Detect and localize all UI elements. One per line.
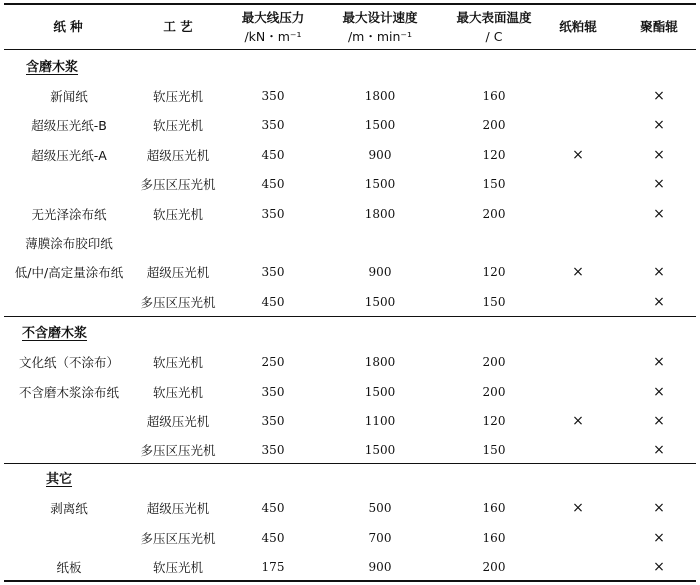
design-speed: 700 [368,531,392,545]
poly-roll-mark: × [653,264,665,280]
process-name: 多压区压光机 [140,177,216,192]
poly-roll-mark: × [653,384,665,400]
line-pressure: 450 [261,531,285,545]
poly-roll-mark: × [653,294,665,310]
surface-temp: 200 [482,385,506,399]
line-pressure: 350 [261,89,285,103]
paper-roll-mark: × [572,500,584,516]
process-name: 多压区压光机 [140,443,216,458]
poly-roll-mark: × [653,206,665,222]
poly-roll-mark: × [653,500,665,516]
design-speed: 1500 [364,177,396,191]
line-pressure: 350 [261,385,285,399]
design-speed: 1800 [364,89,396,103]
paper-name: 薄膜涂布胶印纸 [25,236,113,251]
section-title: 不含磨木浆 [22,326,88,341]
paper-name: 超级压光纸-A [31,148,107,163]
paper-name: 低/中/高定量涂布纸 [14,265,124,280]
design-speed: 1800 [364,207,396,221]
line-pressure: 350 [261,207,285,221]
process-name: 软压光机 [152,560,203,575]
process-name: 超级压光机 [146,265,210,280]
paper-name: 新闻纸 [50,89,88,104]
paper-roll-mark: × [572,264,584,280]
header-poly-roll: 聚酯辊 [640,19,678,34]
poly-roll-mark: × [653,176,665,192]
surface-temp: 200 [482,355,506,369]
line-pressure: 450 [261,501,285,515]
paper-name: 不含磨木浆涂布纸 [18,385,119,400]
paper-name: 无光泽涂布纸 [31,207,107,222]
surface-temp: 200 [482,560,506,574]
process-name: 多压区压光机 [140,295,216,310]
line-pressure: 350 [261,118,285,132]
header-max-speed-unit: /m・min⁻¹ [347,29,413,44]
paper-name: 超级压光纸-B [31,118,107,133]
paper-name: 纸板 [56,560,82,575]
process-name: 软压光机 [152,355,203,370]
line-pressure: 250 [261,355,285,369]
poly-roll-mark: × [653,117,665,133]
process-name: 多压区压光机 [140,531,216,546]
header-max-line-pressure: 最大线压力 [241,10,305,25]
process-name: 超级压光机 [146,501,210,516]
design-speed: 1500 [364,118,396,132]
line-pressure: 175 [261,560,285,574]
process-name: 软压光机 [152,207,203,222]
header-process: 工 艺 [163,19,193,34]
design-speed: 900 [368,560,392,574]
paper-name: 剥离纸 [50,501,88,516]
surface-temp: 120 [482,265,506,279]
surface-temp: 120 [482,414,506,428]
header-rule [4,49,696,50]
paper-roll-mark: × [572,147,584,163]
surface-temp: 120 [482,148,506,162]
poly-roll-mark: × [653,147,665,163]
section-rule-3 [4,463,696,464]
design-speed: 900 [368,148,392,162]
line-pressure: 450 [261,177,285,191]
header-paper-roll: 纸粕辊 [559,19,597,34]
design-speed: 900 [368,265,392,279]
surface-temp: 200 [482,207,506,221]
surface-temp: 150 [482,443,506,457]
header-max-line-pressure-unit: /kN・m⁻¹ [244,29,302,44]
header-max-temp-unit: / C [485,29,503,44]
bottom-rule [4,580,696,582]
surface-temp: 200 [482,118,506,132]
poly-roll-mark: × [653,530,665,546]
surface-temp: 150 [482,177,506,191]
poly-roll-mark: × [653,559,665,575]
line-pressure: 350 [261,265,285,279]
poly-roll-mark: × [653,413,665,429]
section-title: 含磨木浆 [26,60,79,75]
process-name: 软压光机 [152,118,203,133]
design-speed: 500 [368,501,392,515]
paper-name: 文化纸（不涂布） [18,355,119,370]
poly-roll-mark: × [653,354,665,370]
surface-temp: 160 [482,89,506,103]
line-pressure: 350 [261,414,285,428]
design-speed: 1800 [364,355,396,369]
process-name: 超级压光机 [146,148,210,163]
design-speed: 1500 [364,443,396,457]
design-speed: 1500 [364,385,396,399]
header-max-speed: 最大设计速度 [342,10,418,25]
header-max-temp: 最大表面温度 [456,10,532,25]
surface-temp: 150 [482,295,506,309]
process-name: 超级压光机 [146,414,210,429]
design-speed: 1100 [364,414,396,428]
section-rule-2 [4,316,696,317]
top-rule [4,3,696,5]
line-pressure: 450 [261,148,285,162]
header-paper-type: 纸 种 [53,19,83,34]
line-pressure: 450 [261,295,285,309]
design-speed: 1500 [364,295,396,309]
poly-roll-mark: × [653,442,665,458]
line-pressure: 350 [261,443,285,457]
process-name: 软压光机 [152,89,203,104]
paper-roll-mark: × [572,413,584,429]
process-name: 软压光机 [152,385,203,400]
surface-temp: 160 [482,501,506,515]
poly-roll-mark: × [653,88,665,104]
section-title: 其它 [46,472,73,487]
surface-temp: 160 [482,531,506,545]
